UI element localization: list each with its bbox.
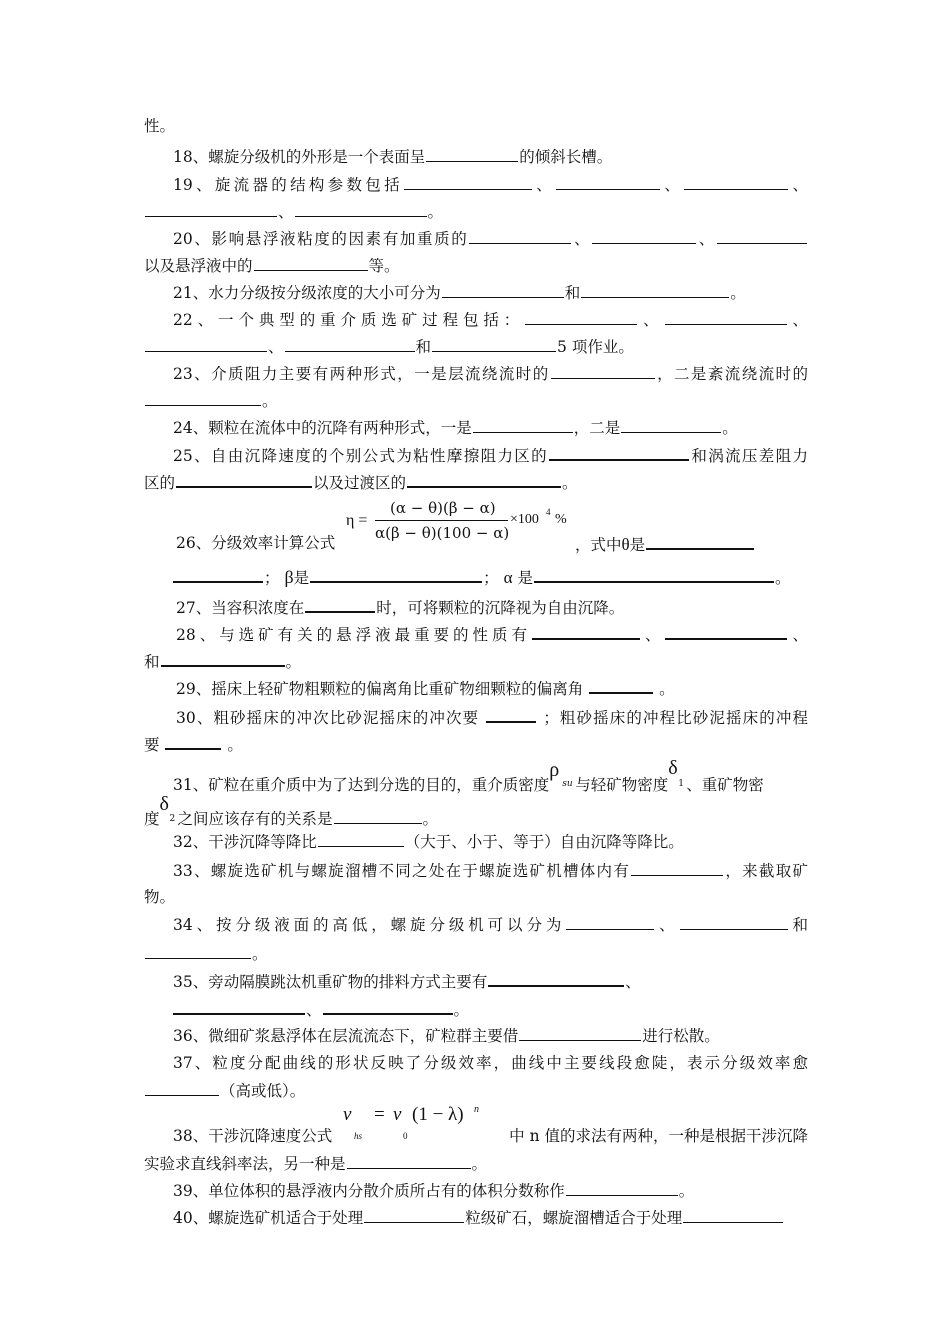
blank[interactable]: [665, 309, 787, 325]
blank[interactable]: [683, 1207, 783, 1223]
blank[interactable]: [404, 174, 532, 190]
blank[interactable]: [680, 914, 788, 930]
v0-symbol: v: [393, 1104, 402, 1125]
zero-subscript: 0: [403, 1131, 408, 1141]
question-25-cont: 区的 以及过渡区的 。: [144, 471, 808, 493]
blank[interactable]: [532, 623, 640, 640]
question-24: 24、颗粒在流体中的沉降有两种形式，一是 ，二是 。: [173, 419, 738, 437]
blank[interactable]: [589, 677, 653, 694]
question-28: 28、与选矿有关的悬浮液最重要的性质有 、 、: [176, 623, 808, 645]
question-32: 32、干涉沉降等降比 （大于、小于、等于）自由沉降等降比。: [173, 833, 684, 851]
eta-symbol: η =: [346, 512, 368, 529]
blank[interactable]: [323, 998, 453, 1015]
question-35: 35、旁动隔膜跳汰机重矿物的排料方式主要有 、: [173, 970, 808, 992]
blank[interactable]: [684, 174, 788, 190]
question-28-cont: 和 。: [144, 650, 808, 672]
blank[interactable]: [407, 471, 561, 488]
blank[interactable]: [469, 228, 571, 244]
blank[interactable]: [145, 390, 261, 406]
blank[interactable]: [566, 1180, 678, 1196]
blank[interactable]: [717, 228, 807, 244]
blank[interactable]: [519, 1025, 641, 1041]
blank[interactable]: [334, 808, 422, 824]
blank[interactable]: [646, 533, 754, 550]
formula-numerator: (α − θ)(β − α): [390, 499, 496, 517]
blank[interactable]: [161, 650, 285, 667]
question-20: 20、影响悬浮液粘度的因素有加重质的 、 、: [173, 228, 808, 249]
fraction-bar: [375, 520, 508, 521]
blank[interactable]: [551, 363, 655, 379]
blank[interactable]: [665, 623, 787, 640]
question-20-cont: 以及悬浮液中的 等。: [144, 257, 400, 275]
question-38: 38、干涉沉降速度公式: [173, 1127, 333, 1145]
question-34: 34、按分级液面的高低，螺旋分级机可以分为 、 和: [173, 916, 808, 934]
question-31-cont: 度 δ 2 之间应该存有的关系是 。: [144, 793, 439, 828]
delta-symbol: δ 1: [668, 757, 684, 789]
question-21: 21、水力分级按分级浓度的大小可分为 和 。: [173, 284, 746, 302]
question-26: 26、分级效率计算公式: [176, 534, 336, 552]
question-38-cont: 实验求直线斜率法，另一种是 。: [144, 1155, 488, 1173]
question-39: 39、单位体积的悬浮液内分散介质所占有的体积分数称作 。: [173, 1182, 695, 1200]
blank[interactable]: [486, 706, 536, 723]
blank[interactable]: [581, 282, 729, 298]
question-36: 36、微细矿浆悬浮体在层流流态下，矿粒群主要借 进行松散。: [173, 1027, 720, 1045]
q17-tail: 性。: [144, 117, 176, 135]
question-31: 31、矿粒在重介质中为了达到分选的目的，重介质密度 ρ su 与轻矿物密度 δ 1 、重矿物密: [173, 757, 764, 794]
blank[interactable]: [442, 282, 564, 298]
blank[interactable]: [173, 998, 305, 1015]
question-30: 30、粗砂摇床的冲次比砂泥摇床的冲次要 ；粗砂摇床的冲程比砂泥摇床的冲程: [176, 706, 808, 728]
blank[interactable]: [310, 566, 482, 583]
question-38-right: 中 n 值的求法有两种，一种是根据干涉沉降: [509, 1127, 808, 1145]
question-22: 22、一个典型的重介质选矿过程包括： 、 、: [173, 311, 808, 329]
alpha-symbol: α: [503, 568, 513, 587]
blank[interactable]: [176, 471, 312, 488]
question-30-cont: 要 。: [144, 733, 808, 755]
delta-symbol-2: δ 2: [159, 793, 176, 824]
blank[interactable]: [525, 309, 637, 325]
question-18: 18、螺旋分级机的外形是一个表面呈 的倾斜长槽。: [173, 148, 613, 166]
blank[interactable]: [145, 1080, 219, 1096]
blank[interactable]: [295, 201, 427, 217]
blank[interactable]: [145, 201, 277, 217]
blank[interactable]: [556, 174, 660, 190]
beta-symbol: β: [284, 567, 294, 587]
question-26-right: ，式中θ是: [575, 533, 808, 555]
blank[interactable]: [488, 970, 624, 987]
question-22-cont: 、 和 5 项作业。: [144, 336, 808, 357]
question-33-cont: 物。: [144, 888, 176, 906]
blank[interactable]: [318, 831, 404, 847]
hs-subscript: hs: [354, 1131, 363, 1141]
blank[interactable]: [305, 596, 375, 613]
formula-paren: (1 − λ): [412, 1104, 464, 1125]
n-superscript: n: [474, 1104, 479, 1115]
blank[interactable]: [285, 336, 415, 352]
v-symbol: v: [343, 1104, 352, 1125]
question-35-cont: 、 。: [172, 998, 836, 1020]
blank[interactable]: [473, 417, 573, 433]
question-19-cont: 、 。: [144, 201, 808, 222]
blank[interactable]: [534, 566, 774, 583]
blank[interactable]: [364, 1207, 464, 1223]
question-25: 25、自由沉降速度的个别公式为粘性摩擦阻力区的 和涡流压差阻力: [173, 444, 808, 466]
blank[interactable]: [347, 1153, 471, 1169]
blank[interactable]: [549, 444, 689, 461]
question-27: 27、当容积浓度在 时，可将颗粒的沉降视为自由沉降。: [176, 596, 840, 618]
question-26-cont: ； β是 ； α 是 。: [172, 566, 808, 588]
question-33: 33、螺旋选矿机与螺旋溜槽不同之处在于螺旋选矿机槽体内有 ，来截取矿: [173, 862, 808, 880]
blank[interactable]: [432, 336, 556, 352]
formula-times: ×100: [510, 512, 539, 527]
blank[interactable]: [165, 733, 221, 750]
blank[interactable]: [145, 336, 267, 352]
equals-sign: =: [374, 1104, 385, 1125]
theta-symbol: θ: [621, 535, 630, 554]
formula-superscript: 4: [546, 507, 551, 517]
rho-symbol: ρ su: [549, 759, 573, 789]
question-37-cont: （高或低）。: [144, 1080, 808, 1101]
blank[interactable]: [592, 228, 696, 244]
question-37: 37、粒度分配曲线的形状反映了分级效率，曲线中主要线段愈陡，表示分级效率愈: [173, 1054, 808, 1072]
blank[interactable]: [426, 146, 518, 162]
blank[interactable]: [145, 943, 251, 959]
formula-denominator: α(β − θ)(100 − α): [375, 524, 510, 542]
question-34-cont: 。: [144, 943, 808, 964]
question-23-cont: 。: [144, 390, 808, 411]
blank[interactable]: [631, 860, 723, 876]
blank[interactable]: [566, 914, 654, 930]
blank[interactable]: [621, 417, 721, 433]
question-29: 29、摇床上轻矿物粗颗粒的偏离角比重矿物细颗粒的偏离角 。: [176, 677, 840, 699]
question-19: 19、旋流器的结构参数包括 、 、 、: [173, 176, 808, 194]
formula-percent: %: [555, 512, 567, 527]
question-40: 40、螺旋选矿机适合于处理 粒级矿石，螺旋溜槽适合于处理: [173, 1207, 808, 1228]
blank[interactable]: [173, 566, 263, 583]
question-23: 23、介质阻力主要有两种形式，一是层流绕流时的 ，二是紊流绕流时的: [173, 365, 808, 383]
blank[interactable]: [254, 255, 368, 271]
